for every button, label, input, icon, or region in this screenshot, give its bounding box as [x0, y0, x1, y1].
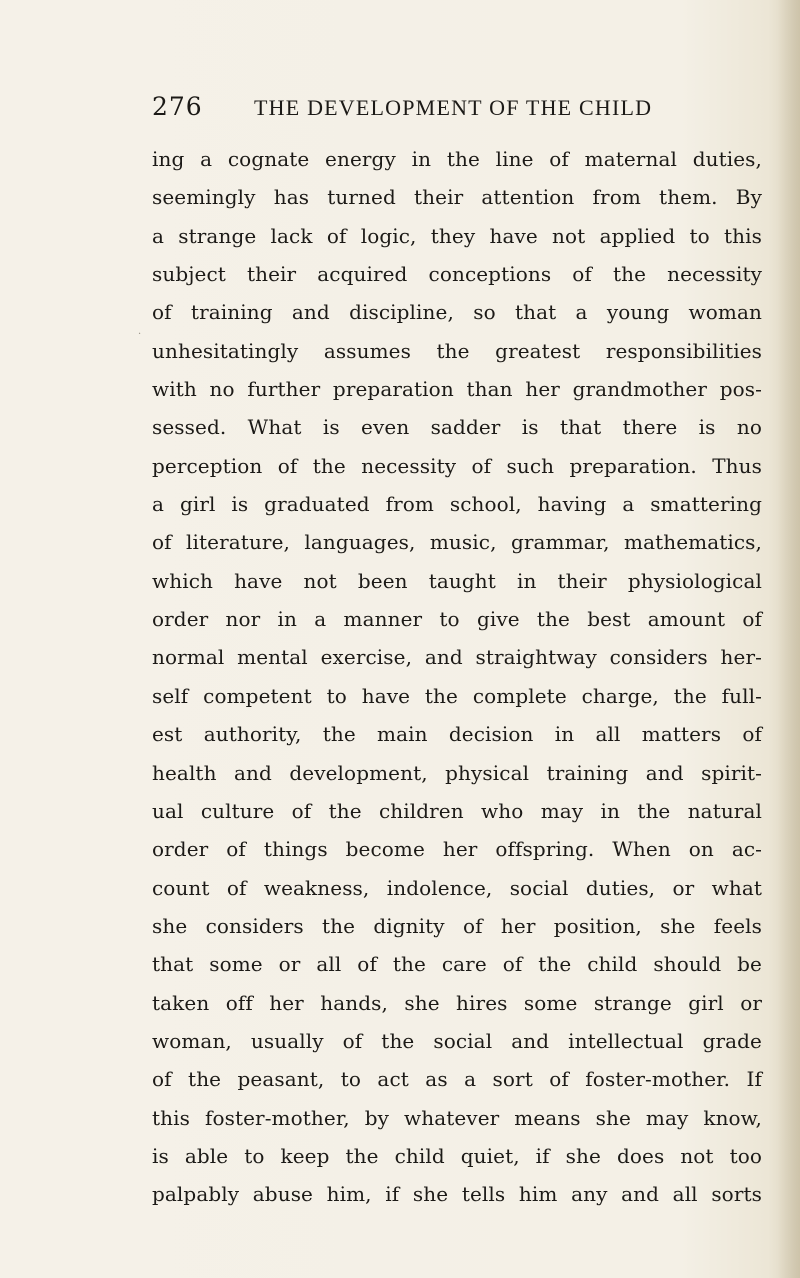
text-line: with no further preparation than her grandmother pos-	[152, 377, 762, 402]
text-line: unhesitatingly assumes the greatest responsibilities	[152, 338, 762, 363]
text-line: taken off her hands, she hires some strange girl or	[152, 990, 762, 1015]
text-line: seemingly has turned their attention from them. By	[152, 185, 762, 210]
text-line: woman, usually of the social and intellectual grade	[152, 1028, 762, 1053]
text-line: a strange lack of logic, they have not applied to this	[152, 223, 762, 248]
text-line: is able to keep the child quiet, if she does not too	[152, 1143, 762, 1168]
text-line: order of things become her offspring. When on ac-	[152, 837, 762, 862]
text-line: subject their acquired conceptions of the necessity	[152, 262, 762, 287]
ink-mark: ·	[138, 329, 142, 340]
body-text	[152, 140, 762, 1214]
text-line: which have not been taught in their physiological	[152, 568, 762, 593]
text-line: ing a cognate energy in the line of maternal duties,	[152, 147, 762, 171]
text-line: order nor in a manner to give the best amount of	[152, 607, 762, 632]
text-line: she considers the dignity of her position, she feels	[152, 913, 762, 938]
page-number: 276	[152, 92, 203, 121]
text-line: sessed. What is even sadder is that there is no	[152, 415, 762, 440]
text-line: that some or all of the care of the child should be	[152, 952, 762, 977]
running-title: THE DEVELOPMENT OF THE CHILD	[254, 95, 653, 120]
text-line: self competent to have the complete charge, the full-	[152, 683, 762, 708]
running-head	[152, 92, 762, 124]
text-line: perception of the necessity of such preparation. Thus	[152, 453, 762, 478]
text-line: count of weakness, indolence, social duties, or what	[152, 875, 762, 900]
text-line: this foster-mother, by whatever means she may know,	[152, 1105, 762, 1130]
page-edge-shadow	[778, 0, 800, 1278]
text-line: health and development, physical training and spirit-	[152, 760, 762, 785]
text-line: of training and discipline, so that a young woman	[152, 300, 762, 325]
text-line: palpably abuse him, if she tells him any and all sorts	[152, 1182, 762, 1207]
text-line: of the peasant, to act as a sort of foster-mother. If	[152, 1067, 762, 1092]
text-line: est authority, the main decision in all matters of	[152, 722, 762, 747]
text-line: normal mental exercise, and straightway considers her-	[152, 645, 762, 670]
text-line: of literature, languages, music, grammar, mathematics,	[152, 530, 762, 555]
text-line: ual culture of the children who may in the natural	[152, 798, 762, 823]
text-line: a girl is graduated from school, having a smattering	[152, 492, 762, 517]
